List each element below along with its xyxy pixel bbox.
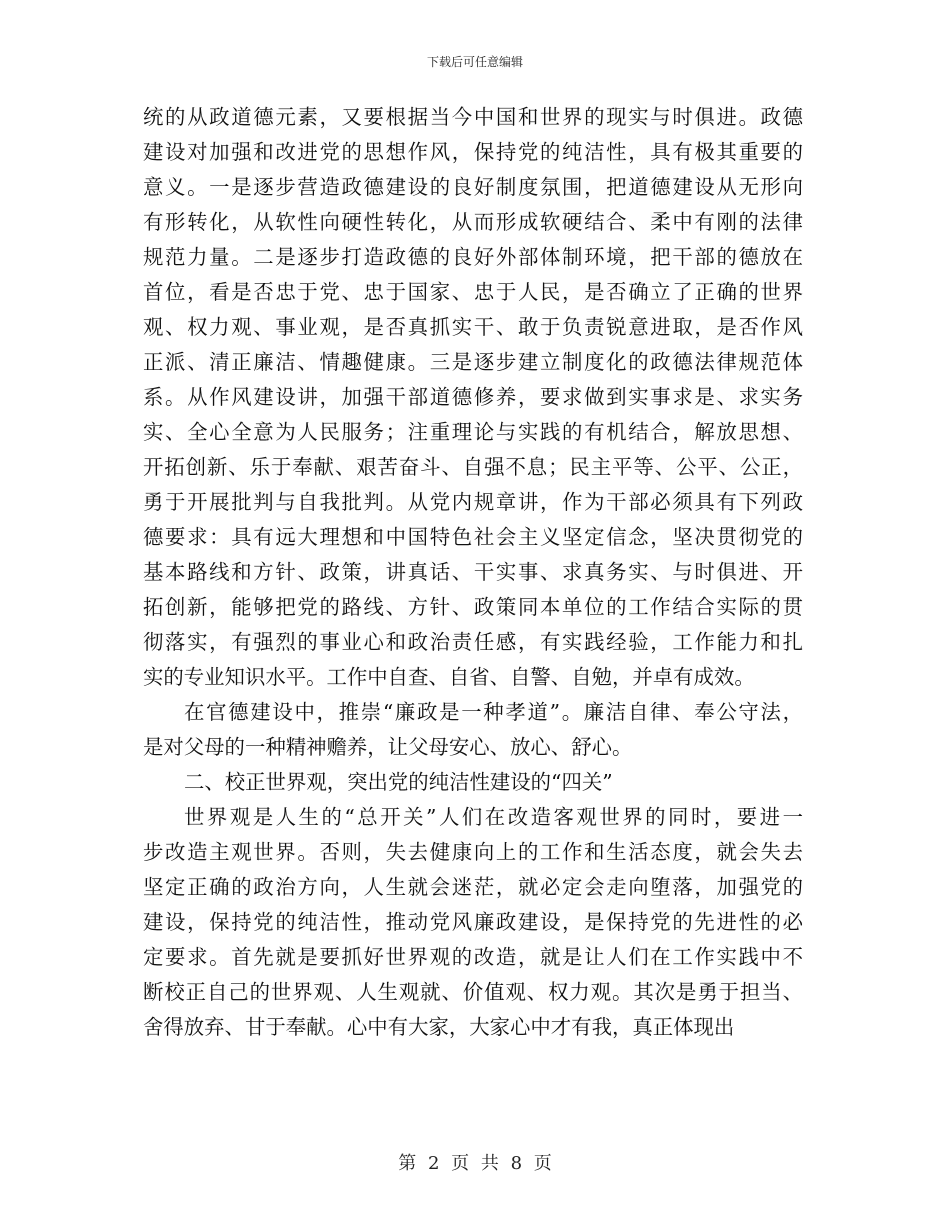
section-heading: [143, 765, 803, 800]
paragraph-worldview: [143, 800, 803, 1045]
text-line: 基本路线和方针、政策，讲真话、干实事、求真务实、与时俱进、开: [143, 560, 803, 584]
text-line: 开拓创新、乐于奉献、艰苦奋斗、自强不息；民主平等、公平、公正，: [143, 455, 803, 479]
document-body: [143, 100, 803, 1045]
text-line: 在官德建设中，推崇“廉政是一种孝道”。廉洁自律、奉公守法，: [184, 700, 803, 724]
text-line: 建设对加强和改进党的思想作风，保持党的纯洁性，具有极其重要的: [143, 140, 803, 164]
text-line: 实、全心全意为人民服务；注重理论与实践的有机结合，解放思想、: [143, 420, 803, 444]
text-line: 彻落实，有强烈的事业心和政治责任感，有实践经验，工作能力和扎: [143, 630, 803, 654]
text-line: 拓创新，能够把党的路线、方针、政策同本单位的工作结合实际的贯: [143, 595, 803, 619]
text-line: 德要求：具有远大理想和中国特色社会主义坚定信念，坚决贯彻党的: [143, 525, 803, 549]
text-line: 观、权力观、事业观，是否真抓实干、敢于负责锐意进取，是否作风: [143, 315, 803, 339]
page-number: 第 2 页 共 8 页: [398, 1153, 552, 1174]
text-line: 建设，保持党的纯洁性，推动党风廉政建设，是保持党的先进性的必: [143, 910, 803, 934]
text-line: 坚定正确的政治方向，人生就会迷茫，就必定会走向堕落，加强党的: [143, 875, 803, 899]
text-line: 断校正自己的世界观、人生观就、价值观、权力观。其次是勇于担当、: [143, 980, 803, 1004]
text-line: 统的从政道德元素，又要根据当今中国和世界的现实与时俱进。政德: [143, 105, 803, 129]
text-line: 系。从作风建设讲，加强干部道德修养，要求做到实事求是、求实务: [143, 385, 803, 409]
text-line: 世界观是人生的“总开关”人们在改造客观世界的同时，要进一: [184, 805, 803, 829]
text-line: 规范力量。二是逐步打造政德的良好外部体制环境，把干部的德放在: [143, 245, 803, 269]
text-line: 首位，看是否忠于党、忠于国家、忠于人民，是否确立了正确的世界: [143, 280, 803, 304]
paragraph-filial: [143, 695, 803, 765]
text-line: 是对父母的一种精神赡养，让父母安心、放心、舒心。: [143, 735, 633, 759]
text-line: 定要求。首先就是要抓好世界观的改造，就是让人们在工作实践中不: [143, 945, 803, 969]
text-line: 勇于开展批判与自我批判。从党内规章讲，作为干部必须具有下列政: [143, 490, 803, 514]
text-line: 意义。一是逐步营造政德建设的良好制度氛围，把道德建设从无形向: [143, 175, 803, 199]
heading-line: 二、校正世界观，突出党的纯洁性建设的“四关”: [184, 770, 613, 794]
text-line: 正派、清正廉洁、情趣健康。三是逐步建立制度化的政德法律规范体: [143, 350, 803, 374]
text-line: 有形转化，从软性向硬性转化，从而形成软硬结合、柔中有刚的法律: [143, 210, 803, 234]
text-line: 步改造主观世界。否则，失去健康向上的工作和生活态度，就会失去: [143, 840, 803, 864]
page-header: 下载后可任意编辑: [426, 55, 523, 69]
paragraph-continued: [143, 100, 803, 695]
text-line: 实的专业知识水平。工作中自查、自省、自警、自勉，并卓有成效。: [143, 665, 755, 689]
text-line: 舍得放弃、甘于奉献。心中有大家，大家心中才有我，真正体现出: [143, 1015, 735, 1039]
